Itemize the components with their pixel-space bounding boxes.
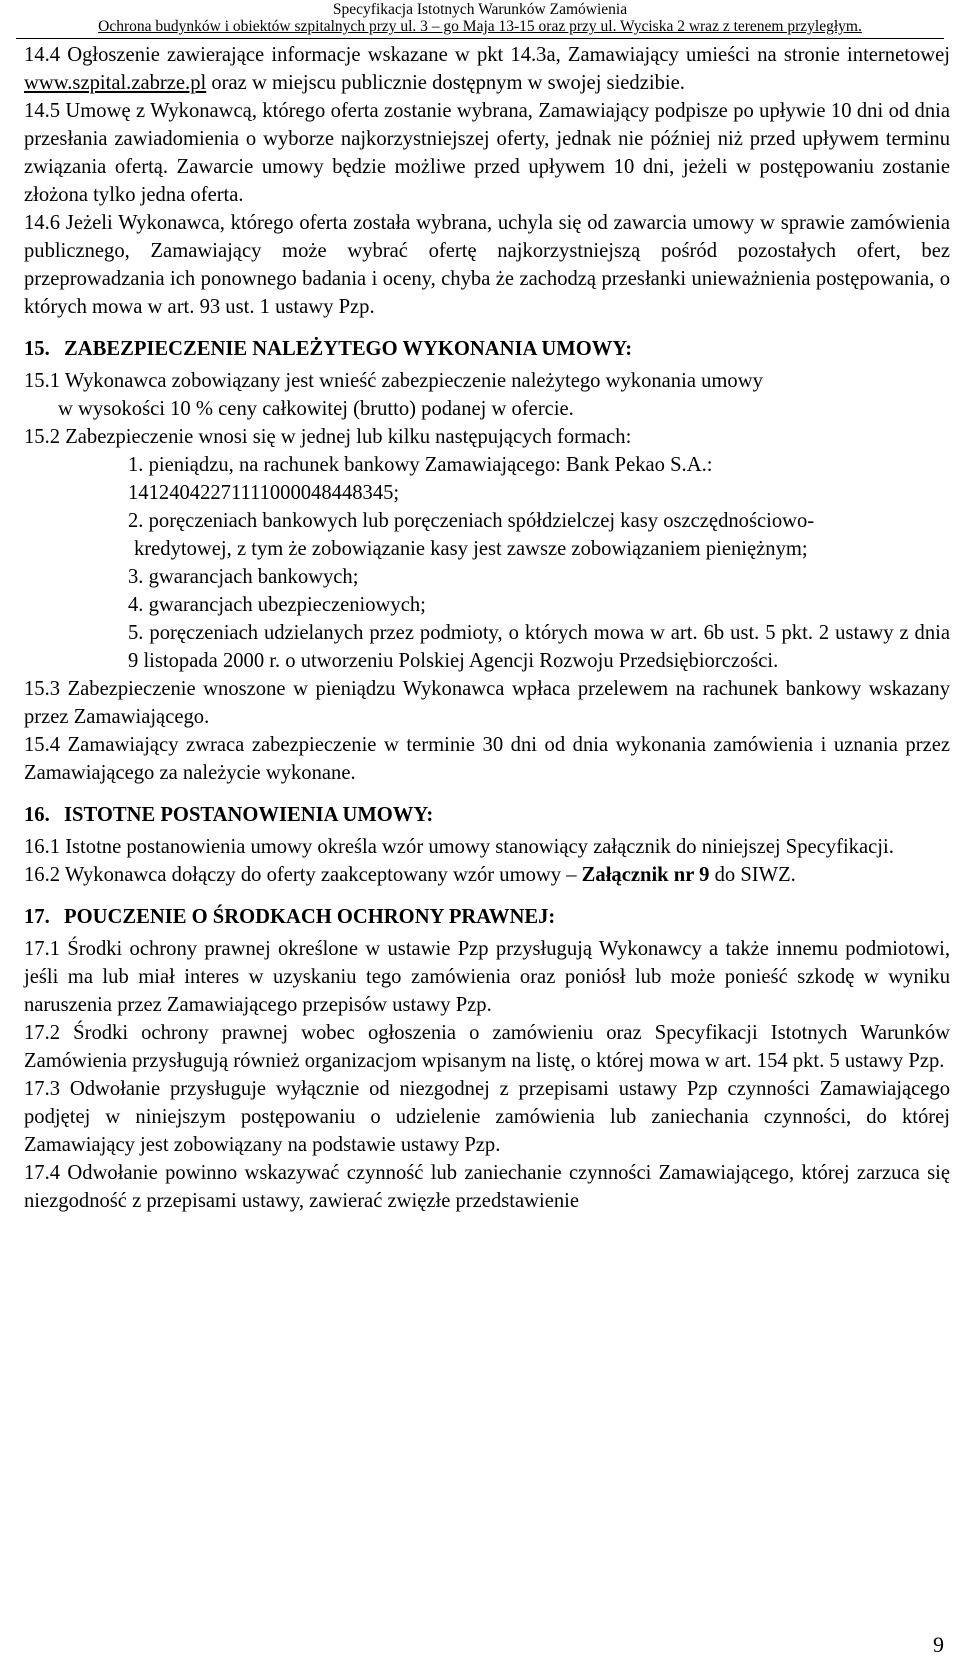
paragraph-17-4: 17.4 Odwołanie powinno wskazywać czynność lub zaniechanie czynności Zamawiającego, której zarzuca się niezgodność z przepisami ustawy, zawierać zwięzłe przedstawienie bbox=[24, 1162, 950, 1212]
paragraph-15-3: 15.3 Zabezpieczenie wnoszone w pieniądzu Wykonawca wpłaca przelewem na rachunek bankowy wskazany przez Zamawiającego. bbox=[24, 678, 950, 728]
header-subtitle: Ochrona budynków i obiektów szpitalnych przy ul. 3 – go Maja 13-15 oraz przy ul. Wyciska 2 wraz z terenem przyległym. bbox=[98, 18, 862, 35]
list-item: 2. poręczeniach bankowych lub poręczeniach spółdzielczej kasy oszczędnościowo- kredytowej, z tym że zobowiązanie kasy jest zawsze zobowiązaniem pieniężnym; bbox=[128, 510, 815, 560]
header-title: Specyfikacja Istotnych Warunków Zamówienia bbox=[332, 1, 628, 18]
paragraph-17-1: 17.1 Środki ochrony prawnej określone w ustawie Pzp przysługują Wykonawcy a także innemu podmiotowi, jeśli ma lub miał interes w uzyskaniu tego zamówienia oraz poniósł lub może ponieść szkodę w wyniku naruszenia przez Zamawiającego przepisów ustawy Pzp. bbox=[24, 938, 950, 1016]
paragraph-16-1: 16.1 Istotne postanowienia umowy określa wzór umowy stanowiący załącznik do niniejszej Specyfikacji. bbox=[24, 836, 894, 858]
paragraph-15-1: 15.1 Wykonawca zobowiązany jest wnieść zabezpieczenie należytego wykonania umowy w wysokości 10 % ceny całkowitej (brutto) podanej w ofercie. bbox=[24, 370, 763, 420]
paragraph-14-4: 14.4 Ogłoszenie zawierające informacje wskazane w pkt 14.3a, Zamawiający umieści na stronie internetowej www.szpital.zabrze.pl oraz w miejscu publicznie dostępnym w swojej siedzibie. bbox=[24, 44, 950, 94]
paragraph-15-4: 15.4 Zamawiający zwraca zabezpieczenie w terminie 30 dni od dnia wykonania zamówienia i uznania przez Zamawiającego za należycie wykonane. bbox=[24, 734, 950, 784]
attachment-reference: Załącznik nr 9 bbox=[581, 864, 710, 886]
security-forms-list bbox=[24, 451, 950, 675]
page-number: 9 bbox=[933, 1632, 944, 1657]
paragraph-17-2: 17.2 Środki ochrony prawnej wobec ogłoszenia o zamówieniu oraz Specyfikacji Istotnych Warunków Zamówienia przysługują również organizacjom wpisanym na listę, o której mowa w art. 154 pkt. 5 ustawy Pzp. bbox=[24, 1022, 950, 1072]
document-body bbox=[24, 41, 950, 1215]
paragraph-17-3: 17.3 Odwołanie przysługuje wyłącznie od niezgodnej z przepisami ustawy Pzp czynności Zamawiającego podjętej w niniejszym postępowaniu o udzielenie zamówienia lub zaniechania czynności, do której Zamawiający jest zobowiązany na podstawie ustawy Pzp. bbox=[24, 1078, 950, 1156]
list-item: 1. pieniądzu, na rachunek bankowy Zamawiającego: Bank Pekao S.A.: 14124042271111000048448345; bbox=[128, 454, 713, 504]
list-item: 4. gwarancjach ubezpieczeniowych; bbox=[128, 594, 426, 616]
section-heading-16: 16. ISTOTNE POSTANOWIENIA UMOWY: bbox=[24, 804, 434, 826]
paragraph-16-2: 16.2 Wykonawca dołączy do oferty zaakceptowany wzór umowy – Załącznik nr 9 do SIWZ. bbox=[24, 864, 796, 886]
paragraph-15-2: 15.2 Zabezpieczenie wnosi się w jednej lub kilku następujących formach: bbox=[24, 426, 632, 448]
section-heading-17: 17. POUCZENIE O ŚRODKACH OCHRONY PRAWNEJ: bbox=[24, 906, 556, 928]
section-heading-15: 15. ZABEZPIECZENIE NALEŻYTEGO WYKONANIA UMOWY: bbox=[24, 338, 633, 360]
header-rule bbox=[16, 38, 944, 39]
website-link[interactable]: www.szpital.zabrze.pl bbox=[24, 72, 207, 94]
list-item: 3. gwarancjach bankowych; bbox=[128, 566, 359, 588]
page-header bbox=[0, 1, 960, 35]
list-item: 5. poręczeniach udzielanych przez podmioty, o których mowa w art. 6b ust. 5 pkt. 2 ustawy z dnia 9 listopada 2000 r. o utworzeniu Polskiej Agencji Rozwoju Przedsiębiorczości. bbox=[128, 622, 950, 672]
paragraph-14-5: 14.5 Umowę z Wykonawcą, którego oferta zostanie wybrana, Zamawiający podpisze po upływie 10 dni od dnia przesłania zawiadomienia o wyborze najkorzystniejszej oferty, jednak nie później niż przed upływem terminu związania ofertą. Zawarcie umowy będzie możliwe przed upływem 10 dni, jeżeli w postępowaniu zostanie złożona tylko jedna oferta. bbox=[24, 100, 950, 206]
paragraph-14-6: 14.6 Jeżeli Wykonawca, którego oferta została wybrana, uchyla się od zawarcia umowy w sprawie zamówienia publicznego, Zamawiający może wybrać ofertę najkorzystniejszą pośród pozostałych ofert, bez przeprowadzania ich ponownego badania i oceny, chyba że zachodzą przesłanki unieważnienia postępowania, o których mowa w art. 93 ust. 1 ustawy Pzp. bbox=[24, 212, 950, 318]
